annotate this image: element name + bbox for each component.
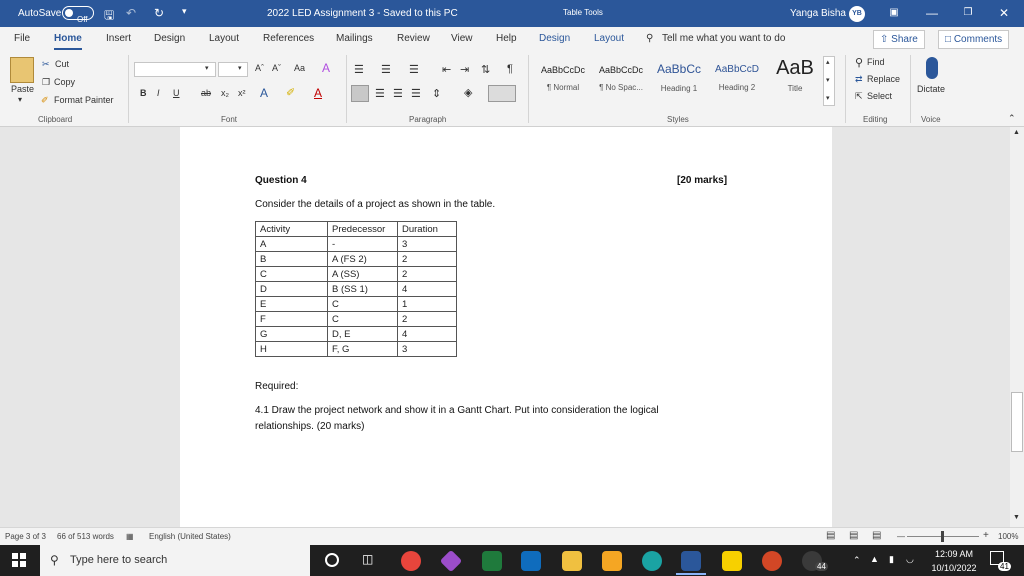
share-button[interactable]: ⇧ Share xyxy=(873,30,925,49)
restore-icon[interactable]: ❐ xyxy=(963,7,973,18)
scroll-down-icon[interactable]: ▼ xyxy=(1013,514,1020,521)
cut-icon: ✂ xyxy=(42,59,50,69)
app-badge: 44 xyxy=(817,562,826,571)
read-mode-icon[interactable]: ▤ xyxy=(826,530,836,541)
table-row xyxy=(256,342,457,357)
taskbar-search[interactable] xyxy=(40,545,310,576)
tab-insert[interactable]: Insert xyxy=(106,33,132,44)
task-view-icon[interactable]: ◫ xyxy=(362,552,374,566)
share-icon: ⇧ xyxy=(880,34,892,45)
cell[interactable]: H xyxy=(256,342,328,357)
cell[interactable]: F xyxy=(256,312,328,327)
zoom-out-icon[interactable]: — xyxy=(897,532,905,541)
chrome-icon[interactable] xyxy=(401,551,421,571)
format-painter-icon: ✐ xyxy=(41,95,49,105)
comment-icon: □ xyxy=(945,34,954,45)
store-icon[interactable] xyxy=(602,551,622,571)
notification-count: 41 xyxy=(1000,562,1009,571)
task-text-line-1: 4.1 Draw the project network and show it in a Gantt Chart. Put into consideration the logical xyxy=(255,405,659,416)
text-effects-icon[interactable]: A xyxy=(260,86,269,100)
word-count[interactable]: 66 of 513 words xyxy=(57,532,114,541)
style-heading-2[interactable]: AaBbCcD Heading 2 xyxy=(715,64,759,92)
intro-text: Consider the details of a project as shown in the table. xyxy=(255,199,496,210)
print-layout-icon[interactable]: ▤ xyxy=(849,530,859,541)
document-title: 2022 LED Assignment 3 - Saved to this PC xyxy=(267,8,458,19)
scroll-up-icon[interactable]: ▲ xyxy=(1013,129,1020,136)
paragraph-group-label: Paragraph xyxy=(409,115,447,124)
styles-group-label: Styles xyxy=(667,115,689,124)
context-label: Table Tools xyxy=(563,8,603,17)
clock-date[interactable]: 10/10/2022 xyxy=(931,563,977,573)
cell[interactable]: C xyxy=(256,267,328,282)
shading-icon[interactable]: ◈ xyxy=(464,87,473,99)
tab-help[interactable]: Help xyxy=(496,33,517,44)
justify-icon[interactable]: ☰ xyxy=(411,88,421,100)
borders-icon[interactable] xyxy=(488,85,516,102)
voice-group-label: Voice xyxy=(921,115,941,124)
clipboard-group-label: Clipboard xyxy=(38,115,73,124)
editing-group-label: Editing xyxy=(863,115,888,124)
cell[interactable]: 4 xyxy=(398,282,457,297)
dictate-button[interactable]: Dictate xyxy=(917,84,946,94)
collapse-ribbon-icon[interactable]: ⌃ xyxy=(1008,113,1016,123)
zoom-level[interactable]: 100% xyxy=(998,532,1019,541)
paste-dropdown-icon[interactable]: ▾ xyxy=(18,95,23,104)
cell[interactable]: C xyxy=(328,297,398,312)
save-icon[interactable]: 🖫 xyxy=(104,8,115,22)
cell[interactable]: 2 xyxy=(398,312,457,327)
line-spacing-icon[interactable]: ⇕ xyxy=(432,88,442,100)
clear-formatting-icon[interactable]: A xyxy=(322,61,331,75)
proofing-icon[interactable]: ▦ xyxy=(126,532,134,541)
zoom-in-icon[interactable]: + xyxy=(983,530,989,541)
change-case-button[interactable]: Aa xyxy=(294,63,306,73)
required-label: Required: xyxy=(255,381,299,392)
table-row xyxy=(256,327,457,342)
select-icon: ⇱ xyxy=(855,91,863,101)
cell[interactable]: A (FS 2) xyxy=(328,252,398,267)
autosave-toggle[interactable]: Off xyxy=(62,6,94,20)
user-name[interactable]: Yanga Bisha xyxy=(790,8,846,19)
cell[interactable]: C xyxy=(328,312,398,327)
find-button[interactable]: Find xyxy=(867,57,885,67)
cell[interactable]: F, G xyxy=(328,342,398,357)
ribbon xyxy=(0,51,1024,127)
find-icon: ⚲ xyxy=(855,57,864,69)
font-size-select[interactable]: ▾ xyxy=(218,62,248,77)
word-icon[interactable] xyxy=(681,551,701,571)
ribbon-tabs xyxy=(0,27,1024,51)
copy-icon: ❐ xyxy=(42,77,51,87)
select-button[interactable]: Select xyxy=(867,91,893,101)
shrink-font-icon[interactable]: Aˇ xyxy=(272,63,281,73)
replace-icon: ⇄ xyxy=(855,74,863,84)
subscript-icon[interactable]: x₂ xyxy=(221,88,229,98)
wifi-icon[interactable]: ◡ xyxy=(906,554,914,564)
app-green-icon[interactable] xyxy=(482,551,502,571)
cell[interactable]: A xyxy=(256,237,328,252)
vertical-scrollbar[interactable] xyxy=(1010,127,1024,527)
ribbon-display-icon[interactable]: ▣ xyxy=(889,7,899,18)
file-explorer-icon[interactable] xyxy=(562,551,582,571)
bold-icon[interactable]: B xyxy=(140,88,147,98)
decrease-indent-icon[interactable]: ⇤ xyxy=(442,64,452,76)
table-row xyxy=(256,267,457,282)
tab-layout[interactable]: Layout xyxy=(209,33,240,44)
tab-references[interactable]: References xyxy=(263,33,315,44)
italic-icon[interactable]: I xyxy=(157,88,160,98)
zoom-slider-thumb[interactable] xyxy=(941,531,944,542)
multilevel-list-icon[interactable]: ☰ xyxy=(409,64,419,76)
styles-scroll[interactable]: ▴ ▾ ▾ xyxy=(823,56,835,106)
undo-icon[interactable]: ↶ xyxy=(126,6,137,20)
tray-icon[interactable]: ▲ xyxy=(870,554,879,564)
language-label[interactable]: English (United States) xyxy=(149,532,231,541)
cell[interactable]: 2 xyxy=(398,267,457,282)
edge-icon[interactable] xyxy=(642,551,662,571)
tray-chevron-icon[interactable]: ⌃ xyxy=(853,555,861,565)
paste-button[interactable]: Paste xyxy=(11,84,35,94)
format-painter-button[interactable]: Format Painter xyxy=(54,95,114,105)
title-bar xyxy=(0,0,1024,27)
search-icon[interactable]: ⚲ xyxy=(646,33,654,44)
cell[interactable]: 1 xyxy=(398,297,457,312)
tab-table-design[interactable]: Design xyxy=(539,33,571,44)
clock-time[interactable]: 12:09 AM xyxy=(934,549,974,559)
increase-indent-icon[interactable]: ⇥ xyxy=(460,64,470,76)
microphone-icon[interactable] xyxy=(926,57,938,79)
table-header-row xyxy=(256,222,457,237)
cell[interactable]: - xyxy=(328,237,398,252)
style-no-spacing[interactable]: AaBbCcDc ¶ No Spac... xyxy=(598,65,643,92)
header-predecessor[interactable]: Predecessor xyxy=(328,222,398,237)
tab-mailings[interactable]: Mailings xyxy=(336,33,373,44)
cell[interactable]: A (SS) xyxy=(328,267,398,282)
cell[interactable]: G xyxy=(256,327,328,342)
table-row xyxy=(256,252,457,267)
taskbar-search-input[interactable]: Type here to search xyxy=(70,554,168,566)
cell[interactable]: D xyxy=(256,282,328,297)
align-right-icon[interactable]: ☰ xyxy=(393,88,403,100)
cell[interactable]: 3 xyxy=(398,342,457,357)
replace-button[interactable]: Replace xyxy=(867,74,901,84)
header-activity[interactable]: Activity xyxy=(256,222,328,237)
close-icon[interactable]: ✕ xyxy=(998,6,1010,20)
cortana-icon[interactable] xyxy=(325,553,339,567)
align-left-icon[interactable] xyxy=(351,85,369,102)
table-row xyxy=(256,237,457,252)
font-group-label: Font xyxy=(221,115,238,124)
style-heading-1[interactable]: AaBbCc Heading 1 xyxy=(656,62,702,93)
tab-file[interactable]: File xyxy=(14,33,31,44)
outlook-icon[interactable] xyxy=(521,551,541,571)
align-center-icon[interactable]: ☰ xyxy=(375,88,385,100)
powerpoint-icon[interactable] xyxy=(762,551,782,571)
table-row xyxy=(256,282,457,297)
customize-qat-icon[interactable]: ▾ xyxy=(182,6,187,16)
cell[interactable]: 2 xyxy=(398,252,457,267)
tab-design[interactable]: Design xyxy=(154,33,186,44)
highlight-icon[interactable]: ✐ xyxy=(286,87,296,99)
show-marks-icon[interactable]: ¶ xyxy=(507,63,513,75)
task-text-line-2: relationships. (20 marks) xyxy=(255,421,365,432)
font-color-icon[interactable]: A xyxy=(314,86,323,100)
numbering-icon[interactable]: ☰ xyxy=(381,64,391,76)
tell-me-input[interactable]: Tell me what you want to do xyxy=(662,33,786,44)
table-row xyxy=(256,312,457,327)
marks-label: [20 marks] xyxy=(677,175,728,186)
sticky-notes-icon[interactable] xyxy=(722,551,742,571)
bullets-icon[interactable]: ☰ xyxy=(354,64,364,76)
cell[interactable]: 4 xyxy=(398,327,457,342)
project-table[interactable] xyxy=(255,221,457,357)
cut-button[interactable]: Cut xyxy=(55,59,70,69)
font-name-select[interactable]: ▾ xyxy=(134,62,216,77)
minimize-icon[interactable]: — xyxy=(926,6,938,20)
copy-button[interactable]: Copy xyxy=(54,77,76,87)
header-duration[interactable]: Duration xyxy=(398,222,457,237)
page-count[interactable]: Page 3 of 3 xyxy=(5,532,46,541)
status-bar xyxy=(0,527,1024,545)
cell[interactable]: E xyxy=(256,297,328,312)
question-heading: Question 4 xyxy=(255,175,307,186)
style-normal[interactable]: AaBbCcDc ¶ Normal xyxy=(540,65,585,92)
web-layout-icon[interactable]: ▤ xyxy=(872,530,882,541)
tab-home[interactable]: Home xyxy=(54,33,82,44)
superscript-icon[interactable]: x² xyxy=(238,88,246,98)
paste-icon[interactable] xyxy=(10,57,34,83)
cell[interactable]: B xyxy=(256,252,328,267)
table-row xyxy=(256,297,457,312)
grow-font-icon[interactable]: Aˆ xyxy=(255,63,264,73)
cell[interactable]: D, E xyxy=(328,327,398,342)
strikethrough-icon[interactable]: ab xyxy=(201,88,212,98)
cell[interactable]: B (SS 1) xyxy=(328,282,398,297)
battery-icon[interactable]: ▮ xyxy=(889,554,894,564)
tab-table-layout[interactable]: Layout xyxy=(594,33,625,44)
windows-start-icon[interactable] xyxy=(12,553,26,567)
comments-button[interactable]: □ Comments xyxy=(938,30,1009,49)
style-title[interactable]: AaB Title xyxy=(776,57,814,93)
tab-view[interactable]: View xyxy=(451,33,473,44)
redo-icon[interactable]: ↻ xyxy=(154,6,165,20)
cell[interactable]: 3 xyxy=(398,237,457,252)
search-icon: ⚲ xyxy=(50,553,59,567)
tab-review[interactable]: Review xyxy=(397,33,430,44)
avatar[interactable]: YB xyxy=(849,6,865,22)
underline-icon[interactable]: U xyxy=(173,88,180,98)
scrollbar-thumb[interactable] xyxy=(1011,392,1023,452)
sort-icon[interactable]: ⇅ xyxy=(481,64,491,76)
active-app-indicator xyxy=(676,573,706,575)
autosave-label: AutoSave xyxy=(18,8,62,19)
